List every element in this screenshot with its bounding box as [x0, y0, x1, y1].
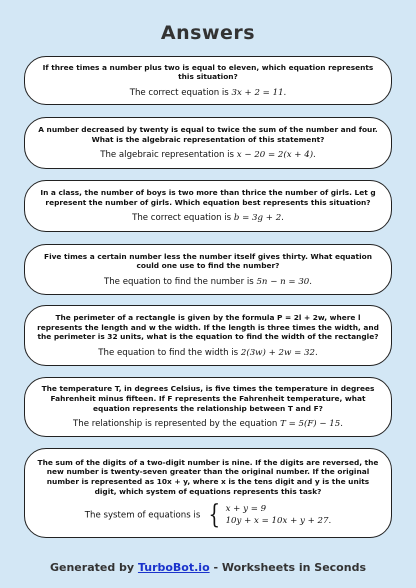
answer-equation: T = 5(F) − 15	[280, 419, 341, 430]
question-text: Five times a certain number less the number itself gives thirty. What equation could one use to find the number?	[44, 251, 372, 271]
answer-prefix: The equation to find the width is	[98, 347, 239, 358]
answer-line	[98, 348, 317, 358]
question-text: In a class, the number of boys is two more than thrice the number of girls. Let g represent the number of girls. Which equation best represents this situation?	[40, 188, 376, 207]
answer-prefix: The algebraic representation is	[100, 150, 235, 161]
answer-equation: b = 3g + 2	[233, 213, 282, 224]
answer-line	[132, 213, 284, 223]
answer-card-7	[24, 448, 392, 538]
answer-card-1	[24, 56, 392, 105]
page-title: Answers	[160, 22, 256, 44]
answer-suffix: .	[283, 87, 287, 98]
equation-system	[203, 500, 332, 531]
answer-line	[130, 88, 287, 98]
answer-line	[73, 419, 343, 429]
answer-card-2	[24, 117, 392, 169]
answer-equation: x − 20 = 2(x + 4)	[236, 150, 314, 161]
answer-equation: 3x + 2 = 11	[231, 87, 284, 98]
answer-prefix: The correct equation is	[129, 87, 229, 98]
answer-line	[84, 500, 332, 531]
answer-card-3	[24, 180, 392, 232]
answer-prefix: The relationship is represented by the equation	[73, 419, 278, 430]
system-equation-2: 10y + x = 10x + y + 27.	[225, 516, 332, 527]
footer	[0, 561, 416, 574]
question-text: The temperature T, in degrees Celsius, is five times the temperature in degrees Fahrenheit minus fifteen. If F represents the Fahrenheit temperature, what equation represents the relationship between T and F?	[41, 384, 375, 413]
question-text: The sum of the digits of a two-digit number is nine. If the digits are reversed, the new number is twenty-seven greater than the original number. If the original number is represented as 10x + y, where x is the tens digit and y is the units digit, which system of equations represents this task?	[37, 457, 379, 496]
footer-suffix: - Worksheets in Seconds	[213, 561, 366, 574]
answer-card-4	[24, 244, 392, 295]
brace-icon: {	[208, 500, 221, 531]
answer-line	[100, 150, 316, 160]
question-text: The perimeter of a rectangle is given by the formula P = 2l + 2w, where l represents the length and w the width. If the length is three times the width, and the perimeter is 32 units, what is the equation to find the width of the rectangle?	[37, 312, 379, 342]
answer-prefix: The correct equation is	[132, 213, 232, 224]
answer-prefix: The system of equations is	[84, 510, 201, 521]
answer-suffix: .	[313, 150, 316, 161]
turbobot-link[interactable]: TurboBot.io	[137, 561, 210, 574]
answer-line	[104, 277, 312, 287]
answer-prefix: The equation to find the number is	[103, 276, 254, 287]
answer-equation: 2(3w) + 2w = 32	[240, 347, 315, 358]
answer-equation: 5n − n = 30	[256, 276, 310, 287]
footer-prefix: Generated by	[49, 561, 135, 574]
answer-card-5	[24, 305, 392, 366]
answer-suffix: .	[309, 276, 313, 287]
question-text: If three times a number plus two is equal to eleven, which equation represents this situation?	[42, 62, 374, 82]
answer-card-6	[24, 377, 392, 437]
answer-suffix: .	[281, 213, 284, 224]
question-text: A number decreased by twenty is equal to twice the sum of the number and four. What is the algebraic representation of this statement?	[38, 125, 378, 144]
answer-suffix: .	[314, 347, 318, 358]
answer-suffix: .	[340, 419, 343, 430]
system-equation-1: x + y = 9	[225, 503, 267, 514]
